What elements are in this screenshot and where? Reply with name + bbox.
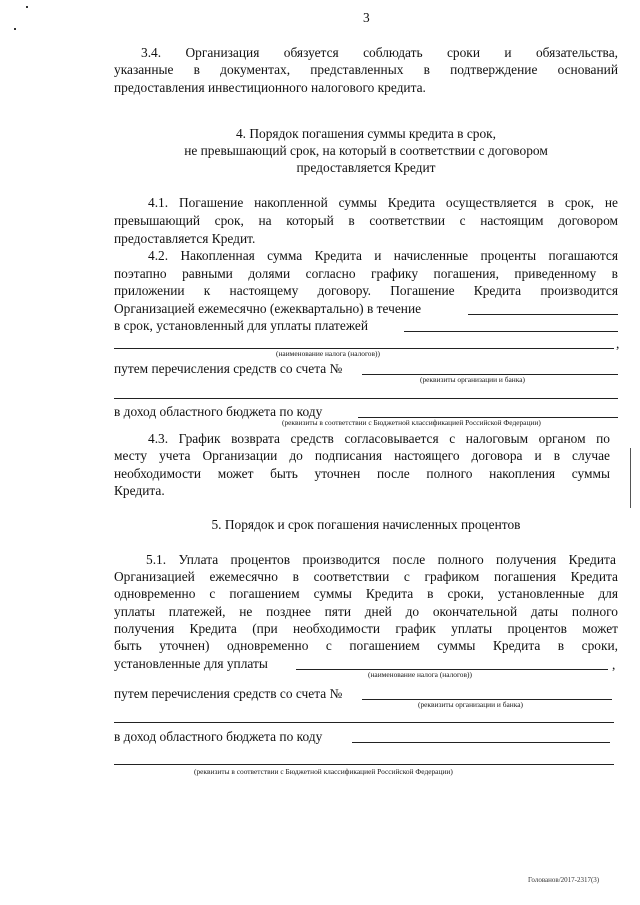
clause-4-3-line: месту учета Организации до подписания настоящего договора и в случае xyxy=(114,448,610,463)
section-4-title: 4. Порядок погашения суммы кредита в срок, xyxy=(235,126,497,141)
scan-edge-mark xyxy=(630,448,631,508)
clause-4-2-line: приложении к настоящему договору. Погашение Кредита производится xyxy=(114,283,618,298)
clause-4-3-line: необходимости может быть уточнен после полного накопления суммы xyxy=(114,466,610,481)
footer-code: Голованов/2017-2317(3) xyxy=(528,876,600,884)
transfer-text: путем перечисления средств со счета № xyxy=(114,686,343,701)
clause-3-4-line: 3.4. Организация обязуется соблюдать сроки и обязательства, xyxy=(141,45,618,60)
clause-4-2-line: в срок, установленный для уплаты платежей xyxy=(114,318,369,333)
transfer-text: путем перечисления средств со счета № xyxy=(114,361,343,376)
clause-5-1-line: установленные для уплаты xyxy=(114,656,268,671)
caption-tax-name: (наименование налога (налогов)) xyxy=(276,349,380,358)
fill-line-account-2 xyxy=(114,722,614,723)
caption-budget-code: (реквизиты в соответствии с Бюджетной классификацией Российской Федерации) xyxy=(194,767,453,776)
clause-4-1-line: предоставляется Кредит. xyxy=(114,231,256,246)
scan-speck xyxy=(26,6,28,8)
budget-text: в доход областного бюджета по коду xyxy=(114,404,323,419)
clause-5-1-line: Организацией ежемесячно в соответствии с графиком погашения Кредита xyxy=(114,569,618,584)
scan-speck xyxy=(14,28,16,30)
fill-line-account-2 xyxy=(114,398,618,399)
clause-4-3-line: 4.3. График возврата средств согласовывается с налоговым органом по xyxy=(148,431,610,446)
clause-4-1-line: 4.1. Погашение накопленной суммы Кредита осуществляется в срок, не xyxy=(148,195,618,210)
clause-3-4-line: указанные в документах, представленных в подтверждение оснований xyxy=(114,62,618,77)
section-4-title: не превышающий срок, на который в соответствии с договором xyxy=(184,143,548,158)
clause-5-1-line: быть уточнен) одновременно с погашением суммы Кредита в сроки, xyxy=(114,638,618,653)
caption-budget-code: (реквизиты в соответствии с Бюджетной классификацией Российской Федерации) xyxy=(282,418,541,427)
fill-line-term xyxy=(468,314,618,315)
section-5-title: 5. Порядок и срок погашения начисленных процентов xyxy=(211,517,521,532)
fill-line-budget-code-2 xyxy=(114,764,614,765)
clause-4-2-line: Организацией ежемесячно (ежеквартально) в течение xyxy=(114,301,422,316)
clause-3-4-line: предоставления инвестиционного налогового кредита. xyxy=(114,80,426,95)
comma: , xyxy=(612,657,616,672)
fill-line-payment xyxy=(404,331,618,332)
clause-4-2-line: 4.2. Накопленная сумма Кредита и начисленные проценты погашаются xyxy=(148,248,618,263)
page-number: 3 xyxy=(363,10,370,25)
clause-4-3-line: Кредита. xyxy=(114,483,165,498)
caption-requisites: (реквизиты организации и банка) xyxy=(420,375,525,384)
fill-line-budget-code xyxy=(352,742,610,743)
section-4-title: предоставляется Кредит xyxy=(296,160,436,175)
clause-4-2-line: поэтапно равными долями согласно графику погашения, приведенному в xyxy=(114,266,618,281)
clause-4-1-line: превышающий срок, на который в соответствии с настоящим договором xyxy=(114,213,618,228)
clause-5-1-line: уплаты платежей, не позднее пяти дней до окончательной даты полного xyxy=(114,604,618,619)
clause-5-1-line: получения Кредита (при необходимости график уплаты процентов может xyxy=(114,621,618,636)
caption-requisites: (реквизиты организации и банка) xyxy=(418,700,523,709)
budget-text: в доход областного бюджета по коду xyxy=(114,729,323,744)
caption-tax-name: (наименование налога (налогов)) xyxy=(368,670,472,679)
clause-5-1-line: 5.1. Уплата процентов производится после полного получения Кредита xyxy=(146,552,616,567)
clause-5-1-line: одновременно с погашением суммы Кредита в сроки, установленные для xyxy=(114,586,618,601)
comma: , xyxy=(616,336,620,351)
